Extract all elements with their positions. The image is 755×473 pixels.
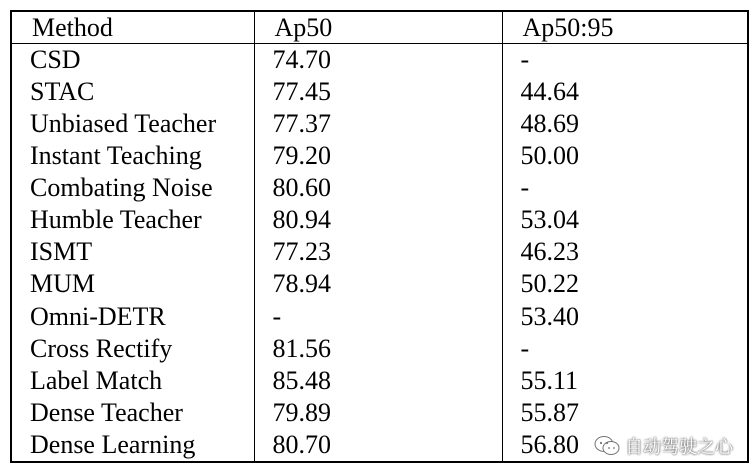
watermark [594, 433, 733, 459]
cell-ap50: 80.94 [254, 204, 502, 236]
table-row [12, 172, 747, 204]
cell-ap50-95: 44.64 [502, 76, 747, 108]
header-ap50-95: Ap50:95 [502, 12, 747, 44]
table-header-row [12, 12, 747, 44]
cell-ap50-95: 55.11 [502, 365, 747, 397]
cell-ap50: 81.56 [254, 333, 502, 365]
cell-method: Combating Noise [30, 173, 213, 203]
cell-method: STAC [30, 77, 95, 107]
wechat-bubble-icon [594, 435, 620, 457]
cell-ap50-95: 46.23 [502, 236, 747, 268]
cell-ap50-95: 50.22 [502, 268, 747, 300]
table-row [12, 301, 747, 333]
cell-ap50: 77.37 [254, 108, 502, 140]
cell-method: Unbiased Teacher [30, 109, 217, 139]
cell-ap50: 79.89 [254, 397, 502, 429]
cell-ap50-95: - [502, 333, 747, 365]
cell-method: Dense Teacher [30, 397, 183, 427]
cell-ap50: 85.48 [254, 365, 502, 397]
cell-method: ISMT [30, 237, 93, 267]
header-method: Method [12, 12, 254, 44]
cell-ap50-95: 50.00 [502, 140, 747, 172]
cell-method: Humble Teacher [30, 205, 202, 235]
cell-ap50: 78.94 [254, 268, 502, 300]
table-row [12, 333, 747, 365]
cell-method: Omni-DETR [30, 301, 166, 331]
table-row [12, 365, 747, 397]
cell-method: Label Match [30, 365, 163, 395]
cell-ap50-95: - [502, 172, 747, 204]
cell-method: MUM [30, 269, 96, 299]
cell-method: Cross Rectify [30, 333, 173, 363]
results-table [12, 12, 747, 461]
watermark-text: 自动驾驶之心 [625, 437, 733, 458]
cell-method: Dense Learning [30, 429, 196, 459]
cell-ap50-95: 53.04 [502, 204, 747, 236]
table-row [12, 397, 747, 429]
table-row [12, 204, 747, 236]
cell-ap50: 77.23 [254, 236, 502, 268]
table-row [12, 268, 747, 300]
cell-ap50: 74.70 [254, 44, 502, 77]
cell-ap50: 77.45 [254, 76, 502, 108]
cell-ap50: - [254, 301, 502, 333]
cell-ap50-95: - [502, 44, 747, 77]
cell-ap50: 80.70 [254, 429, 502, 461]
header-ap50: Ap50 [254, 12, 502, 44]
table-row [12, 140, 747, 172]
cell-method: Instant Teaching [30, 141, 202, 171]
table-row [12, 44, 747, 77]
table-row [12, 108, 747, 140]
table-row [12, 236, 747, 268]
cell-ap50: 79.20 [254, 140, 502, 172]
cell-ap50-95: 56.80 [502, 429, 747, 461]
cell-method: CSD [30, 45, 81, 75]
cell-ap50: 80.60 [254, 172, 502, 204]
cell-ap50-95: 53.40 [502, 301, 747, 333]
results-table-frame [10, 10, 749, 463]
table-row [12, 76, 747, 108]
cell-ap50-95: 55.87 [502, 397, 747, 429]
cell-ap50-95: 48.69 [502, 108, 747, 140]
